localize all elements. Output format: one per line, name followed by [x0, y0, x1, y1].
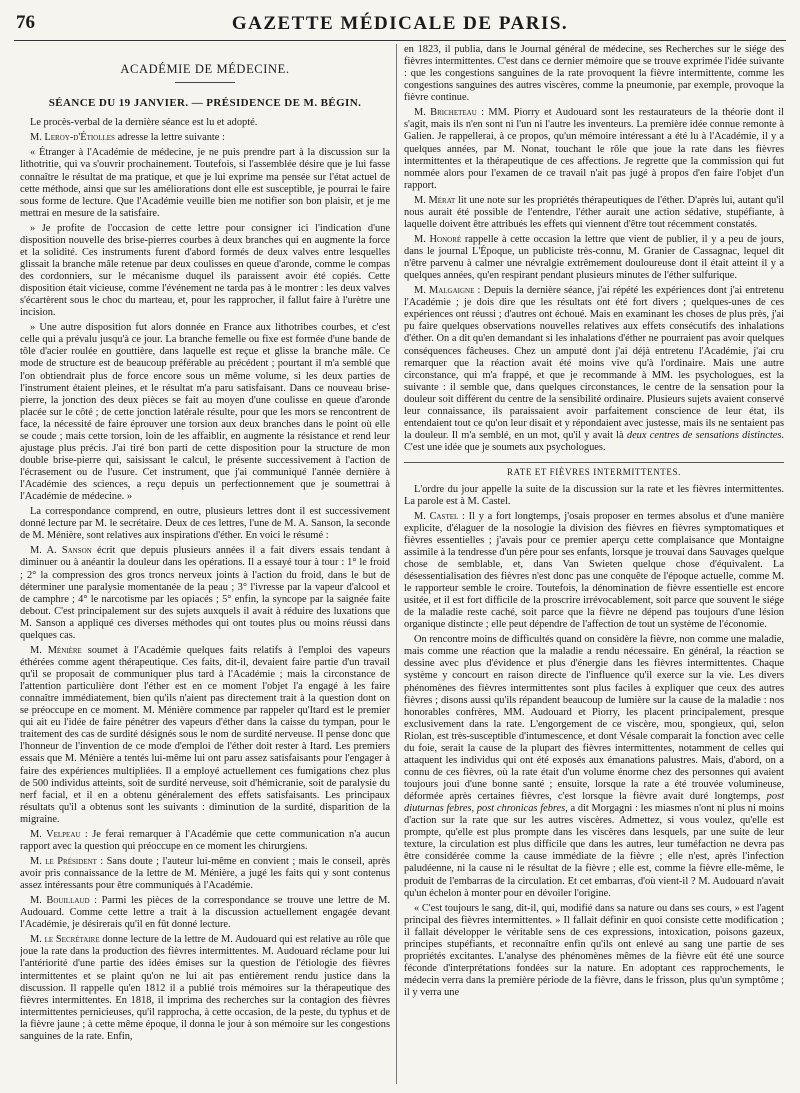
paragraph: M. Bricheteau : MM. Piorry et Audouard sont les restaurateurs de la théorie dont il s'agit, mais ils n'en sont ni l'un ni l'autre les inventeurs. La première idée connue remonte à Galien. Je rappellerai, à ce propos, qu'un mémoire intéressant a été lu à l'Académie, il y a quelques années, par M. Nonat, touchant le rôle que joue la rate dans les fièvres intermittentes et la thérapeutique de ces affections. Je regrette que la commission qui fut nommée alors pour l'examen de ce travail n'ait pas jugé à propos d'en faire l'objet d'un rapport.	[404, 107, 784, 191]
speaker: M. Velpeau	[30, 828, 81, 840]
speaker: M. Castel	[414, 510, 459, 522]
paragraph: M. Ménière soumet à l'Académie quelques faits relatifs à l'emploi des vapeurs éthérées comme agent thérapeutique. Ces faits, dit-il, devaient faire partie d'un travail qu'il se proposait de communiquer plus tard à l'Académie ; mais la circonstance de l'attention particulière dont l'éther est en ce moment l'objet l'a engagé à les faire connaître immédiatement, bien qu'ils n'aient pas directement trait à la question dont on se préoccupe en ce moment. M. Ménière commence par rappeler qu'Itard est le premier qui ait eu l'idée de faire pénétrer des vapeurs d'éther dans la caisse du tympan, pour le traitement des cas de surdité désignés sous le nom de surdité nerveuse. Il pense donc que l'honneur de l'invention de ce mode d'emploi de l'éther doit rester à Itard. Les premiers essais que M. Ménière a tentés lui-même lui ont paru assez satisfaisants pour l'engager à faire des expériences multipliées. Il a employé actuellement ces fumigations chez plus de 500 individus atteints, soit de surdité nerveuse, soit d'hémicranie, soit de paralysie du nerf facial, et il en a obtenu généralement des effets satisfaisants. Les principaux résultats qu'il a obtenus sont les suivants : diminution de la surdité, disparition de la migraine.	[20, 644, 390, 825]
speaker: M. Ménière	[30, 644, 82, 656]
page-number: 76	[16, 12, 35, 33]
paragraph: M. le Secrétaire donne lecture de la lettre de M. Audouard qui est relative au rôle que joue la rate dans la production des fièvres intermittentes. M. Audouard réclame pour lui l'antériorité d'une partie des idées émises sur la question de l'étiologie des fièvres intermittentes et se plaint qu'on ne lui ait pas entièrement rendu justice dans la discussion. Il rappelle qu'en 1812 il a publié trois mémoires sur la thérapeutique des fièvres intermittentes. En 1818, il imprima des recherches sur la contagion des fièvres intermittentes pernicieuses, qu'il rapprocha, à cette occasion, de la peste, du typhus et de la fièvre jaune ; à cette même époque, il donna le jour à son mémoire sur les congestions sanguines de la rate. Enfin,	[20, 934, 390, 1042]
right-column	[404, 44, 784, 1090]
paragraph: M. Velpeau : Je ferai remarquer à l'Académie que cette communication n'a aucun rapport avec la question qui préoccupe en ce moment les chirurgiens.	[20, 828, 390, 852]
session-title: SÉANCE DU 19 JANVIER. — PRÉSIDENCE DE M. BÉGIN.	[48, 96, 362, 109]
speaker: M. Honoré	[414, 233, 462, 245]
paragraph: Le procès-verbal de la dernière séance est lu et adopté.	[30, 117, 258, 129]
paragraph: M. Malgaigne : Depuis la dernière séance, j'ai répété les expériences dont j'ai entretenu l'Académie ; je dois dire que les résultats ont été fort divers ; quelques-unes de ces expériences ont réussi ; d'autres ont échoué. Mais en examinant les choses de plus près, j'ai pu faire quelques observations nouvelles relatives aux effets consécutifs des inhalations d'éther. On a dit qu'en demandant si les inhalations d'éther ne pourraient pas avoir quelques conséquences fâcheuses. Chez un amputé dont j'ai déjà entretenu l'Académie, j'ai cru remarquer que la réaction avait été moins vive qu'à l'ordinaire. Mais une autre circonstance, qui m'a frappé, et que je recommande à MM. les psychologues, est la suivante : il semble que, dans quelques circonstances, le centre de la sensation pour la douleur soit différent du centre de la sensibilité ordinaire. Plusieurs sujets avaient conservé leur connaissance, ils paraissaient avoir parfaitement conscience de leur état, ils entendaient tout ce qu'on leur disait et y répondaient avec justesse, mais ils ne sentaient pas la douleur. Il m'a semblé, en un mot, qu'il y avait là deux centres de sensations distinctes. C'est une idée que je soumets aux psychologues.	[404, 285, 784, 453]
italic-phrase: deux centres de sensations distinctes	[626, 429, 782, 441]
paragraph: M. Castel : Il y a fort longtemps, j'osais proposer en termes absolus et d'une manière explicite, d'élaguer de la nosologie la division des fièvres en fièvres symptomatiques et fièvres essentielles ; j'avais pour ce premier aperçu cette complaisance que Montaigne assimile à la tendresse d'un père pour ses enfants, lorsque je trouvai dans Sauvages quelque chose de semblable, et, dans Van Swieten quelque chose d'équivalent. La désessentialisation des fièvres n'est donc pas une conquête de l'époque actuelle, comme M. le rapporteur semble le croire. Toutefois, la dénomination de fièvre essentielle est encore usitée, et il est fort difficile de la proscrire irrévocablement, soit parce que souvent le siége de la maladie reste caché, soit parce que la fièvre ne dépend pas toujours d'une lésion organique distincte ; elle peut dépendre de l'affection de tout un système de l'économie.	[404, 510, 784, 631]
paragraph: en 1823, il publia, dans le Journal général de médecine, ses Recherches sur le siége des fièvres intermittentes. C'est dans ce dernier mémoire que se trouve exprimée l'idée suivante : que les congestions sanguines de la rate provoquent la fièvre intermittente, comme les congestions sanguines des autres viscères, comme la pneumonie, par exemple, provoque la fièvre continue.	[404, 44, 784, 104]
left-column	[20, 44, 390, 1090]
paragraph: » Je profite de l'occasion de cette lettre pour consigner ici l'indication d'une disposition nouvelle des brise-pierres courbes à deux branches qui en augmente la force et la solidité. Ces instruments furent d'abord formés de deux valves entre lesquelles glissait la branche mâle retenue par deux coulisses en queue d'aronde, comme le compas des cordonniers, sur le mécanisme duquel ils paraissent avoir été copiés. Cette disposition était vicieuse, comme l'événement ne tarda pas à le montrer : les deux valves s'écartèrent sous le choc du marteau, et, pour les rapprocher, il fallut faire à l'urètre une incision.	[20, 222, 390, 319]
paragraph: M. Leroy-d'Étiolles adresse la lettre suivante :	[30, 132, 225, 144]
column-divider	[396, 44, 397, 1084]
speaker: M. A. Sanson	[30, 545, 92, 557]
paragraph: La correspondance comprend, en outre, plusieurs lettres dont il est successivement donné lecture par M. le secrétaire. Deux de ces lettres, l'une de M. A. Sanson, la seconde de M. Ménière, sont relatives aux inspirations d'éther. En voici le résumé :	[20, 506, 390, 542]
section-title: ACADÉMIE DE MÉDECINE.	[20, 62, 390, 83]
speaker: M. Bouillaud	[30, 895, 90, 907]
paragraph: M. Honoré rappelle à cette occasion la lettre que vient de publier, il y a peu de jours, dans le journal L'Époque, un publiciste très-connu, M. Granier de Cassagnac, lequel dit n'être parvenu à calmer une névralgie extrêmement douloureuse dont il était atteint il y a quelques années, qu'en respirant pendant plusieurs minutes de l'éther sulfurique.	[404, 233, 784, 282]
paragraph: L'ordre du jour appelle la suite de la discussion sur la rate et les fièvres intermittentes. La parole est à M. Castel.	[404, 483, 784, 507]
paragraph: » Une autre disposition fut alors donnée en France aux lithotribes courbes, et c'est celle qui a prévalu jusqu'à ce jour. La branche femelle ou fixe est formée d'une bande de tôle d'acier roulée en gouttière, dans laquelle est reçue et glisse la branche mâle. Ce mode de structure est de beaucoup préférable au précédent ; pourtant il m'a semblé que l'on obtiendrait plus de force encore sous un même volume, si les deux parties de l'instrument étaient pleines, et le résultat m'a paru satisfaisant. Dans ce nouveau brise-pierre, la jonction des deux pièces se fait au moyen d'une coulisse en queue d'aronde placée sur le côté ; de cette jonction latérale résulte, pour que les mors se rencontrent de face, la nécessité de faire éprouver une torsion aux deux branches dans le point où elle se coude ; mais cette torsion, loin de les affaiblir, en augmente la résistance et rend leur ajustage plus précis. J'ai tiré bon parti de cette disposition pour la structure de mon double brise-pierre qui, saisissant le calcul, le présente successivement à l'action de l'écrasement ou de l'usure. Cet instrument, que j'ai communiqué l'année dernière à l'Académie des sciences, a reçu depuis un perfectionnement que je soumettrai à l'Académie de médecine. »	[20, 322, 390, 503]
speaker: M. Malgaigne	[414, 285, 475, 297]
speaker: M. Leroy-d'Étiolles	[30, 132, 115, 144]
paragraph: On rencontre moins de difficultés quand on considère la fièvre, non comme une maladie, mais comme une réaction que la maladie a rendu nécessaire. En général, la réaction se dessine avec plus d'évidence et plus d'énergie dans les fièvres intermittentes. Chaque système y concourt en raison directe de l'influence qu'il exerce sur la vie. Les divers phénomènes des fièvres intermittentes sont plus faciles à expliquer que ceux des autres fièvres ; disons aussi qu'ils répandent beaucoup de lumière sur la cause de la maladie : nos honorables confrères, MM. Audouard et Piorry, les placent principalement, presque exclusivement dans la rate. L'engorgement de ce viscère, mou, spongieux, qui, selon Riolan, est très-susceptible d'intumescence, et dont Vésale comparait la fonction avec celle du foie, serait la cause de la plupart des fièvres intermittentes, notamment de celles qui attaquent les individus qui ont été exposés aux émanations palustres. Mais, d'abord, on a connu de ces fièvres, où la rate était d'un volume énorme chez des personnes qui avaient toujours joui d'une bonne santé ; ensuite, lorsque la rate a été trouvée volumineuse, déformée après certaines fièvres, c'est lorsque la fièvre avait duré longtemps, post diuturnas febres, post chronicas febres, a dit Morgagni : les miasmes n'ont ni plus ni moins d'action sur la rate que sur les autres viscères. Admettez, si vous voulez, qu'elle est prompte, qu'elle est plus prompte dans les viscères dans lesquels, par une suite de leur texture, la circulation est plus difficile que dans les autres, leur tuméfaction ne devra pas être considérée comme la cause immédiate de la fièvre ; elle n'est, après l'infection paludéenne, ni la cause ni le résultat de la fièvre ; elle est, comme la fièvre elle-même, le produit de l'embarras de la circulation. Et cet embarras, d'où vient-il ? M. Audouard n'avait qu'un échelon à monter pour en dévoiler l'origine.	[404, 634, 784, 899]
speaker: M. Bricheteau	[414, 107, 477, 119]
speaker: M. le Secrétaire	[30, 934, 100, 946]
italic-phrase: post diuturnas febres, post chronicas febres	[404, 791, 784, 815]
paragraph: « C'est toujours le sang, dit-il, qui, modifié dans sa nature ou dans ses cours, » est l'agent principal des fièvres intermittentes. » Il fallait définir en quoi consiste cette modification ; il fallait développer le véritable sens de ces expressions, intoxication, poisons gazeux, principes stupéfiants, et reconnaître enfin qu'ils ont enlevé au sang une partie de ses propriétés excitantes. L'analyse des phénomènes mêmes de la fièvre eût été une source féconde d'interprétations fondées sur la nature. En adoptant ces rapprochements, le médecin verra dans la première période de la fièvre, dans le frisson, plus qu'un symptôme ; il y verra une	[404, 902, 784, 999]
speaker: M. Mérat	[414, 194, 456, 206]
paragraph: M. Bouillaud : Parmi les pièces de la correspondance se trouve une lettre de M. Audouard. Comme cette lettre a trait à la discussion actuellement engagée devant l'Académie, je désirerais qu'il en fût donné lecture.	[20, 895, 390, 931]
paragraph: « Étranger à l'Académie de médecine, je ne puis prendre part à la discussion sur la lithotritie, qui va s'ouvrir prochainement. Toutefois, si l'assemblée désire que je lui fasse connaître le résultat de ma pratique, et que je lui exprime ma pensée sur l'état actuel de cette méthode, ainsi que sur les améliorations dont elle est susceptible, je pourrai le faire sous forme de lecture. Que l'Académie veuille bien me notifier son bon plaisir, et je me mettrai en mesure de la satisfaire.	[20, 147, 390, 219]
speaker: M. le Président	[30, 855, 97, 867]
page-header	[14, 6, 786, 41]
gazette-title: GAZETTE MÉDICALE DE PARIS.	[231, 13, 569, 34]
subsection-title: RATE ET FIÈVRES INTERMITTENTES.	[404, 462, 784, 477]
title-rule	[175, 82, 235, 83]
paragraph: M. le Président : Sans doute ; l'auteur lui-même en convient ; mais le conseil, après avoir pris connaissance de la lettre de M. Ménière, a jugé les faits qui y sont contenus assez intéressants pour être communiqués à l'Académie.	[20, 855, 390, 892]
paragraph: M. A. Sanson écrit que depuis plusieurs années il a fait divers essais tendant à diminuer ou à anéantir la douleur dans les opérations. Il a essayé tour à tour : 1° le froid ; 2° la compression des gros troncs nerveux joints à l'action du froid, dans le but de déterminer une paralysie momentanée de la peau ; 3° l'ivresse par la vapeur d'alcool et de camphre ; 4° le narcotisme par les opiacés ; 5° enfin, la syncope par la saignée faite debout. C'est principalement sur des sujets auxquels il avait à réduire des luxations que M. Sanson a appliqué ces diverses méthodes qui ont toutes plus ou moins réussi dans quelques cas.	[20, 545, 390, 641]
paragraph: M. Mérat lit une note sur les propriétés thérapeutiques de l'éther. D'après lui, autant qu'il nous aurait été possible de l'entendre, l'éther aurait une action sédative, stupéfiante, à laquelle doivent être attribués les effets qui viennent d'être tout récemment constatés.	[404, 194, 784, 230]
